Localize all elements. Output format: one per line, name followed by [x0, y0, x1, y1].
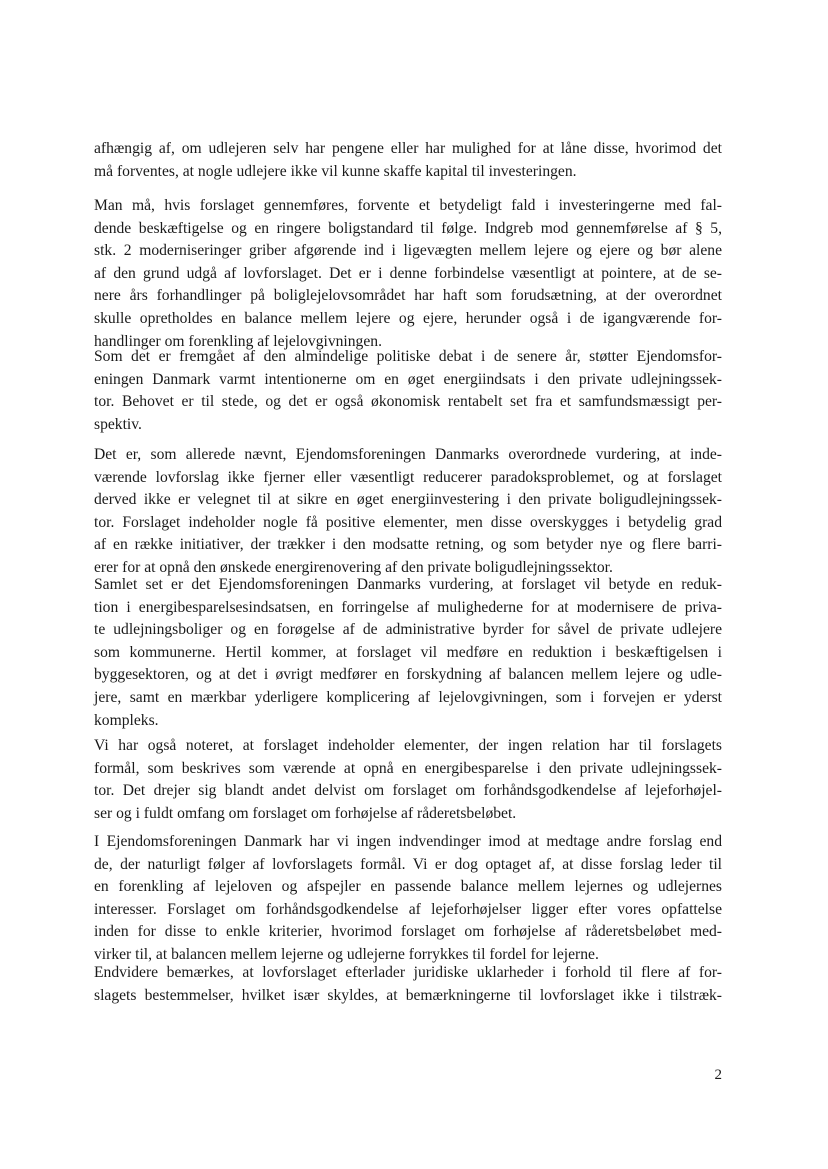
text-line: interesser. Forslaget om forhåndsgodkendelse af lejeforhøjelser ligger efter vores opfattelse [94, 900, 722, 918]
paragraph-5 [94, 574, 722, 732]
text-line: Vi har også noteret, at forslaget indeholder elementer, der ingen relation har til forslagets [94, 737, 722, 754]
text-line: byggesektoren, og at det i øvrigt medfører en forskydning af balancen mellem lejere og udle- [94, 666, 722, 684]
text-line: Man må, hvis forslaget gennemføres, forvente et betydeligt fald i investeringerne med fal- [94, 197, 722, 214]
paragraph-7 [94, 831, 722, 967]
text-line: te udlejningsboliger og en forøgelse af de administrative byrder for såvel de private udlejere [94, 621, 722, 639]
paragraph-4 [94, 444, 722, 580]
paragraph-1 [94, 138, 722, 183]
text-line: I Ejendomsforeningen Danmark har vi ingen indvendinger imod at medtage andre forslag end [94, 833, 722, 850]
text-line: af den grund udgå af lovforslaget. Det er i denne forbindelse væsentligt at pointere, at de se- [94, 264, 722, 282]
text-line: skulle opretholdes en balance mellem lejere og ejere, herunder også i de igangværende for- [94, 309, 722, 327]
text-line: handlinger om forenkling af lejelovgivningen. [94, 332, 382, 350]
paragraph-8 [94, 962, 722, 1007]
text-line: jere, samt en mærkbar yderligere komplicering af lejelovgivningen, som i forvejen er yderst [94, 688, 722, 706]
paragraph-3 [94, 346, 722, 436]
text-line: Samlet set er det Ejendomsforeningen Danmarks vurdering, at forslaget vil betyde en reduk- [94, 576, 722, 593]
text-line: som kommunerne. Hertil kommer, at forslaget vil medføre en reduktion i beskæftigelsen i [94, 643, 722, 661]
text-line: eningen Danmark varmt intentionerne om en øget energiindsats i den private udlejningssek- [94, 370, 722, 388]
text-line: tor. Forslaget indeholder nogle få positive elementer, men disse overskygges i betydelig grad [94, 513, 722, 531]
text-line: af en række initiativer, der trækker i den modsatte retning, og som betyder nye og flere barri- [94, 536, 722, 554]
text-line: ser og i fuldt omfang om forslaget om forhøjelse af råderetsbeløbet. [94, 804, 517, 822]
text-line: kompleks. [94, 711, 159, 729]
text-line: må forventes, at nogle udlejere ikke vil kunne skaffe kapital til investeringen. [94, 162, 577, 180]
text-line: Det er, som allerede nævnt, Ejendomsforeningen Danmarks overordnede vurdering, at inde- [94, 446, 722, 463]
text-line: tor. Det drejer sig blandt andet delvist om forslaget om forhåndsgodkendelse af lejeforhøjel- [94, 782, 722, 800]
text-line: derved ikke er velegnet til at sikre en øget energiinvestering i den private boligudlejningssek- [94, 491, 722, 509]
text-line: afhængig af, om udlejeren selv har pengene eller har mulighed for at låne disse, hvorimod det [94, 140, 722, 157]
paragraph-6 [94, 735, 722, 825]
text-line: erer for at opnå den ønskede energirenovering af den private boligudlejningssektor. [94, 558, 613, 576]
text-line: stk. 2 moderniseringer griber afgørende ind i ligevægten mellem lejere og ejere og bør alene [94, 242, 722, 260]
text-line: nere års forhandlinger på boliglejelovsområdet har haft som forudsætning, at der overordnet [94, 287, 722, 305]
page-number: 2 [714, 1067, 722, 1083]
text-line: virker til, at balancen mellem lejerne og udlejerne forrykkes til fordel for lejerne. [94, 945, 599, 963]
text-line: inden for disse to enkle kriterier, hvorimod forslaget om forhøjelse af råderetsbeløbet med- [94, 923, 722, 941]
text-line: dende beskæftigelse og en ringere boligstandard til følge. Indgreb mod gennemførelse af § 5, [94, 219, 722, 237]
text-line: de, der naturligt følger af lovforslagets formål. Vi er dog optaget af, at disse forslag leder til [94, 855, 722, 873]
text-line: værende lovforslag ikke fjerner eller væsentligt reducerer paradoksproblemet, og at forslaget [94, 468, 722, 486]
text-line: spektiv. [94, 415, 142, 433]
text-line: slagets bestemmelser, hvilket især skyldes, at bemærkningerne til lovforslaget ikke i tilstræk- [94, 986, 722, 1004]
text-line: Endvidere bemærkes, at lovforslaget efterlader juridiske uklarheder i forhold til flere af for- [94, 964, 722, 981]
text-line: en forenkling af lejeloven og afspejler en passende balance mellem lejernes og udlejernes [94, 878, 722, 896]
text-line: Som det er fremgået af den almindelige politiske debat i de senere år, støtter Ejendomsfor- [94, 348, 722, 365]
text-line: tor. Behovet er til stede, og det er også økonomisk rentabelt set fra et samfundsmæssigt per- [94, 393, 722, 411]
text-line: formål, som beskrives som værende at opnå en energibesparelse i den private udlejningssek- [94, 759, 722, 777]
text-line: tion i energibesparelsesindsatsen, en forringelse af mulighederne for at modernisere de priva- [94, 598, 722, 616]
paragraph-2 [94, 195, 722, 353]
